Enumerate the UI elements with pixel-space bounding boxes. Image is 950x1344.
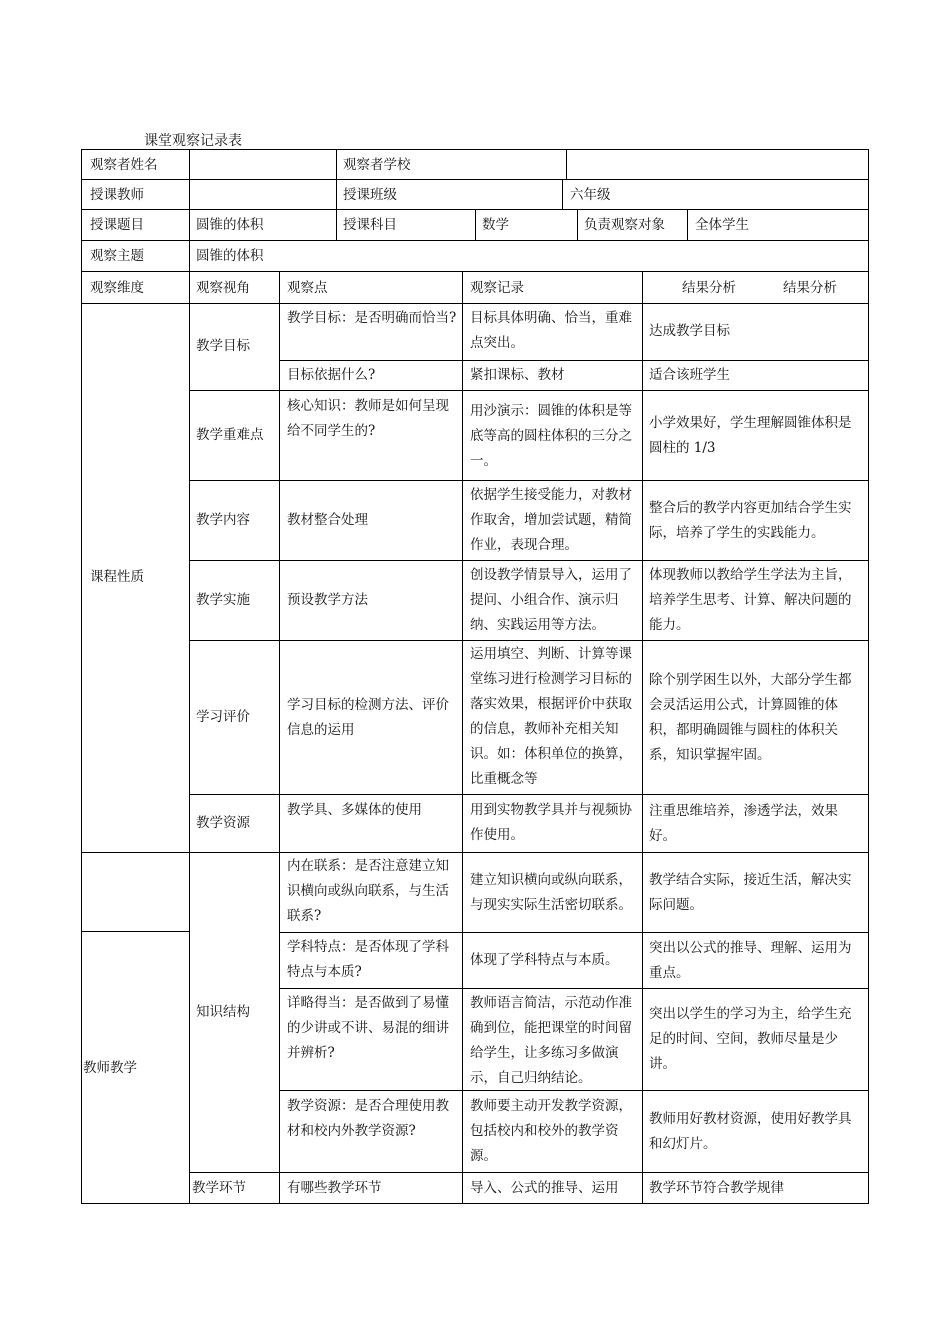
record-label: 观察记录 xyxy=(470,279,524,296)
point-cell: 学习目标的检测方法、评价信息的运用 xyxy=(287,696,449,738)
record-cell: 目标具体明确、恰当，重难点突出。 xyxy=(470,310,632,351)
dimension-label: 观察维度 xyxy=(90,279,144,296)
point-label: 观察点 xyxy=(287,279,328,296)
analysis-cell: 小学效果好，学生理解圆锥体积是圆柱的 1/3 xyxy=(649,414,852,456)
point-cell: 预设教学方法 xyxy=(287,592,368,608)
point-cell: 教学目标：是否明确而恰当? xyxy=(287,310,457,326)
theme-value: 圆锥的体积 xyxy=(196,248,264,264)
record-cell: 教师语言简洁，示范动作准确到位，能把课堂的时间留给学生，让多练习多做演示，自己归纳结论。 xyxy=(470,995,632,1086)
record-cell: 创设教学情景导入，运用了提问、小组合作、演示归纳、实践运用等方法。 xyxy=(470,567,632,633)
analysis-cell: 适合该班学生 xyxy=(649,367,730,383)
view-implementation: 教学实施 xyxy=(196,592,250,608)
record-cell: 运用填空、判断、计算等课堂练习进行检测学习目标的落实效果，根据评价中获取的信息，教师补充相关知识。如：体积单位的换算，比重概念等 xyxy=(470,646,632,787)
analysis-cell: 突出以学生的学习为主，给学生充足的时间、空间，教师尽量是少讲。 xyxy=(649,1006,852,1072)
observe-target-value: 全体学生 xyxy=(695,217,749,233)
course-dimension: 课程性质 xyxy=(90,569,144,585)
view-teaching-content: 教学内容 xyxy=(196,512,250,528)
class-label: 授课班级 xyxy=(343,186,397,203)
class-value: 六年级 xyxy=(570,186,611,203)
analysis-cell: 教学结合实际，接近生活，解决实际问题。 xyxy=(649,871,852,913)
record-cell: 教师要主动开发教学资源，包括校内和校外的教学资源。 xyxy=(470,1098,632,1164)
form-title: 课堂观察记录表 xyxy=(144,133,242,149)
teacher-label: 授课教师 xyxy=(90,186,144,203)
record-cell: 建立知识横向或纵向联系，与现实实际生活密切联系。 xyxy=(470,871,632,913)
observation-table xyxy=(81,149,869,1204)
theme-label: 观察主题 xyxy=(90,248,144,264)
analysis-cell: 整合后的教学内容更加结合学生实际，培养了学生的实践能力。 xyxy=(649,499,852,541)
point-cell: 目标依据什么? xyxy=(287,367,376,383)
record-cell: 导入、公式的推导、运用 xyxy=(470,1179,619,1196)
point-cell: 有哪些教学环节 xyxy=(287,1179,382,1196)
record-cell: 依据学生接受能力，对教材作取舍，增加尝试题，精简作业，表现合理。 xyxy=(470,487,632,553)
analysis-cell: 突出以公式的推导、理解、运用为重点。 xyxy=(649,939,852,981)
record-cell: 用沙演示：圆锥的体积是等底等高的圆柱体积的三分之一。 xyxy=(470,403,632,469)
topic-label: 授课题目 xyxy=(90,217,144,233)
analysis-cell: 除个别学困生以外，大部分学生都会灵活运用公式，计算圆锥的体积，都明确圆锥与圆柱的体积关系，知识掌握牢固。 xyxy=(649,671,852,763)
analysis-cell: 注重思维培养，渗透学法，效果好。 xyxy=(649,802,838,844)
analysis-cell: 教师用好教材资源，使用好教学具和幻灯片。 xyxy=(649,1110,852,1152)
view-teaching-steps: 教学环节 xyxy=(192,1179,246,1196)
subject-label: 授课科目 xyxy=(343,217,397,233)
analysis-label-2: 结果分析 xyxy=(783,279,837,296)
view-evaluation: 学习评价 xyxy=(196,709,250,725)
observer-name-label: 观察者姓名 xyxy=(90,157,158,173)
view-key-difficulty: 教学重难点 xyxy=(196,427,264,443)
analysis-cell: 教学环节符合教学规律 xyxy=(649,1179,784,1196)
observe-target-label: 负责观察对象 xyxy=(584,217,665,233)
analysis-cell: 体现教师以教给学生学法为主旨，培养学生思考、计算、解决问题的能力。 xyxy=(649,567,852,633)
teacher-dimension: 教师教学 xyxy=(83,1059,137,1076)
analysis-cell: 达成教学目标 xyxy=(649,323,730,339)
record-cell: 紧扣课标、教材 xyxy=(470,367,565,383)
view-label: 观察视角 xyxy=(196,279,250,296)
point-cell: 教学资源：是否合理使用教材和校内外教学资源? xyxy=(287,1098,449,1139)
view-teaching-goal: 教学目标 xyxy=(196,338,250,354)
point-cell: 教学具、多媒体的使用 xyxy=(287,802,422,818)
view-resources: 教学资源 xyxy=(196,815,250,831)
subject-value: 数学 xyxy=(482,217,509,233)
point-cell: 核心知识：教师是如何呈现给不同学生的? xyxy=(287,398,449,439)
point-cell: 教材整合处理 xyxy=(287,512,368,528)
topic-value: 圆锥的体积 xyxy=(196,217,264,233)
analysis-label-1: 结果分析 xyxy=(682,279,736,296)
point-cell: 学科特点：是否体现了学科特点与本质? xyxy=(287,939,449,980)
record-cell: 体现了学科特点与本质。 xyxy=(470,952,619,968)
view-knowledge-structure: 知识结构 xyxy=(196,1004,250,1020)
observer-school-label: 观察者学校 xyxy=(343,157,411,173)
point-cell: 详略得当：是否做到了易懂的少讲或不讲、易混的细讲并辨析? xyxy=(287,995,449,1061)
point-cell: 内在联系：是否注意建立知识横向或纵向联系，与生活联系? xyxy=(287,858,449,924)
record-cell: 用到实物教学具并与视频协作使用。 xyxy=(470,802,632,843)
